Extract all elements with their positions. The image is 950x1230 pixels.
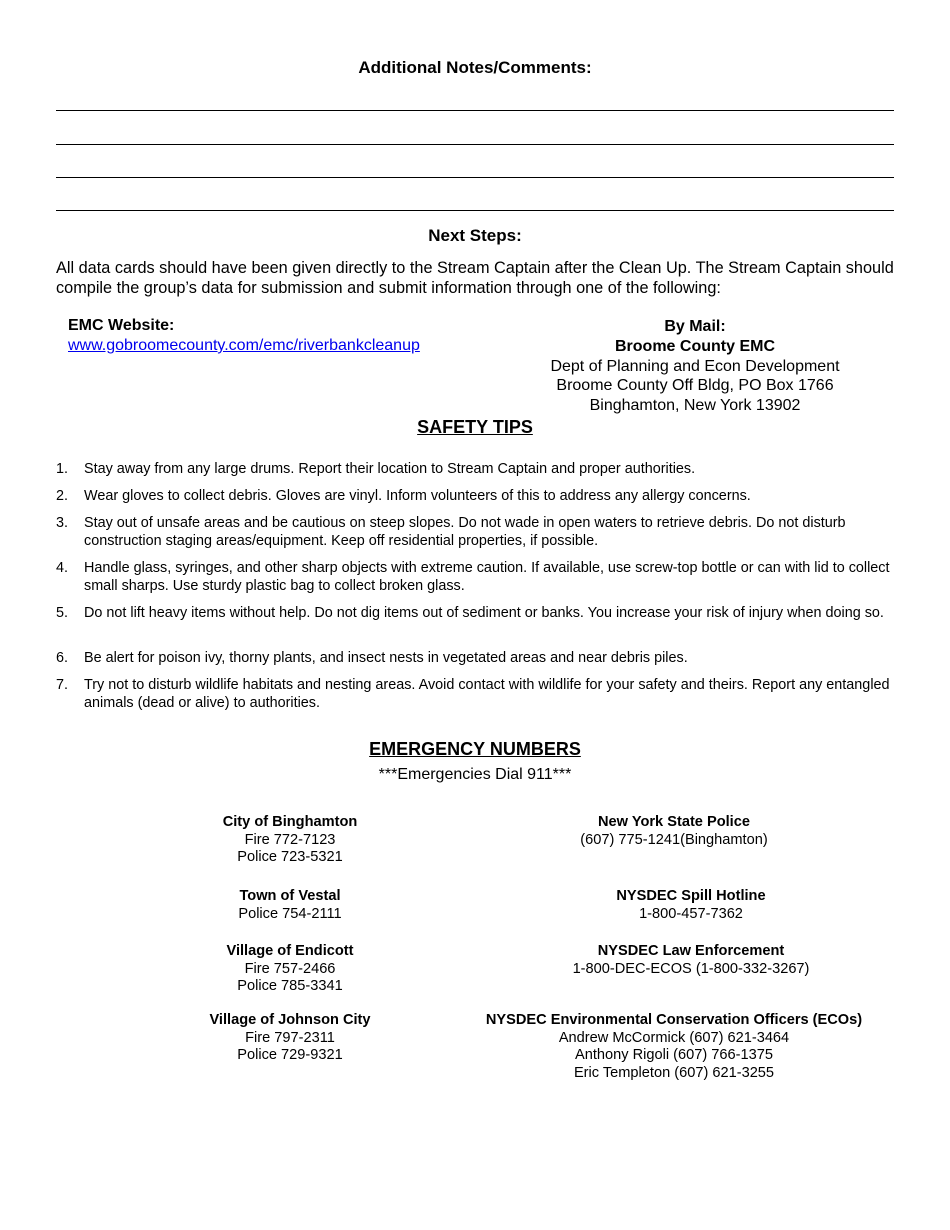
contact-name: Village of Johnson City (209, 1012, 371, 1028)
safety-tip (56, 514, 901, 550)
tip-text: Wear gloves to collect debris. Gloves are vinyl. Inform volunteers of this to address any allergy concerns. (84, 488, 751, 504)
notes-line[interactable] (56, 210, 894, 211)
notes-line[interactable] (56, 144, 894, 145)
contact-name: City of Binghamton (222, 814, 358, 830)
emc-website-label: EMC Website: (68, 317, 175, 334)
contact-name: Town of Vestal (239, 888, 341, 904)
contact-phone: 1-800-457-7362 (639, 905, 743, 922)
contact-phone: Police 785-3341 (237, 978, 343, 994)
safety-tip (56, 649, 901, 667)
emergency-subtitle: ***Emergencies Dial 911*** (378, 766, 572, 783)
safety-tip (56, 559, 901, 595)
contact-name: NYSDEC Environmental Conservation Officers (ECOs) (485, 1012, 863, 1028)
tip-text: Do not lift heavy items without help. Do not dig items out of sediment or banks. You increase your risk of injury when doing so. (84, 605, 884, 621)
notes-line[interactable] (56, 110, 894, 111)
contact-block (441, 888, 941, 923)
tip-text: Handle glass, syringes, and other sharp objects with extreme caution. If available, use screw-top bottle or can with lid to collect small sharps. Use sturdy plastic bag to collect broken glass. (84, 560, 890, 594)
next-steps-title: Next Steps: (428, 226, 522, 245)
tip-number: 2. (56, 488, 69, 504)
contact-block (441, 943, 941, 978)
contact-block (424, 1012, 924, 1082)
tip-number: 4. (56, 560, 69, 576)
tip-text: Be alert for poison ivy, thorny plants, and insect nests in vegetated areas and near debris piles. (84, 650, 688, 666)
safety-tip (56, 487, 901, 505)
contact-phone: Eric Templeton (607) 621-3255 (573, 1064, 775, 1081)
safety-tip (56, 604, 901, 622)
contact-phone: Police 729-9321 (237, 1047, 343, 1063)
tip-number: 7. (56, 677, 69, 693)
contact-phone: Police 754-2111 (238, 905, 342, 922)
emc-website-link[interactable]: www.gobroomecounty.com/emc/riverbankcleanup (68, 337, 420, 354)
notes-line[interactable] (56, 177, 894, 178)
tip-number: 6. (56, 650, 69, 666)
contact-phone: Police 723-5321 (237, 849, 343, 865)
contact-phone: Fire 797-2311 (245, 1029, 335, 1046)
safety-tips-title: SAFETY TIPS (417, 417, 533, 437)
contact-name: Village of Endicott (226, 943, 354, 959)
contact-phone: Fire 757-2466 (244, 960, 336, 977)
mail-label: By Mail: (664, 318, 726, 335)
contact-block (170, 1012, 410, 1065)
tip-text: Stay away from any large drums. Report their location to Stream Captain and proper authorities. (84, 461, 696, 477)
mail-address-line: Dept of Planning and Econ Development (550, 358, 840, 375)
contact-block (170, 888, 410, 923)
contact-phone: Anthony Rigoli (607) 766-1375 (575, 1047, 773, 1063)
contact-phone: Andrew McCormick (607) 621-3464 (558, 1029, 790, 1046)
contact-block (170, 814, 410, 867)
mail-address-line: Binghamton, New York 13902 (589, 397, 801, 414)
contact-block (170, 943, 410, 996)
tip-number: 3. (56, 515, 69, 531)
contact-name: NYSDEC Law Enforcement (597, 943, 785, 959)
contact-phone: 1-800-DEC-ECOS (1-800-332-3267) (572, 960, 810, 977)
tip-text: Try not to disturb wildlife habitats and nesting areas. Avoid contact with wildlife for your safety and theirs. Report any entangled animals (dead or alive) to authorities. (84, 677, 890, 711)
next-steps-body: All data cards should have been given directly to the Stream Captain after the Clean Up. The Stream Captain should compile the group’s data for submission and submit information through one of the following: (56, 259, 894, 297)
contact-phone: (607) 775-1241(Binghamton) (580, 831, 768, 848)
contact-phone: Fire 772-7123 (244, 831, 336, 848)
emergency-numbers-title: EMERGENCY NUMBERS (369, 739, 581, 759)
mail-address-line: Broome County Off Bldg, PO Box 1766 (556, 377, 834, 394)
tip-number: 5. (56, 605, 69, 621)
contact-name: New York State Police (598, 814, 750, 830)
tip-text: Stay out of unsafe areas and be cautious on steep slopes. Do not wade in open waters to retrieve debris. Do not disturb construction staging areas/equipment. Keep off residential properties, if possible. (84, 515, 846, 549)
notes-title: Additional Notes/Comments: (358, 58, 592, 77)
contact-block (424, 814, 924, 849)
safety-tip (56, 676, 901, 712)
tip-number: 1. (56, 461, 69, 477)
contact-name: NYSDEC Spill Hotline (616, 888, 766, 904)
safety-tip (56, 460, 901, 478)
mail-org: Broome County EMC (615, 338, 775, 355)
